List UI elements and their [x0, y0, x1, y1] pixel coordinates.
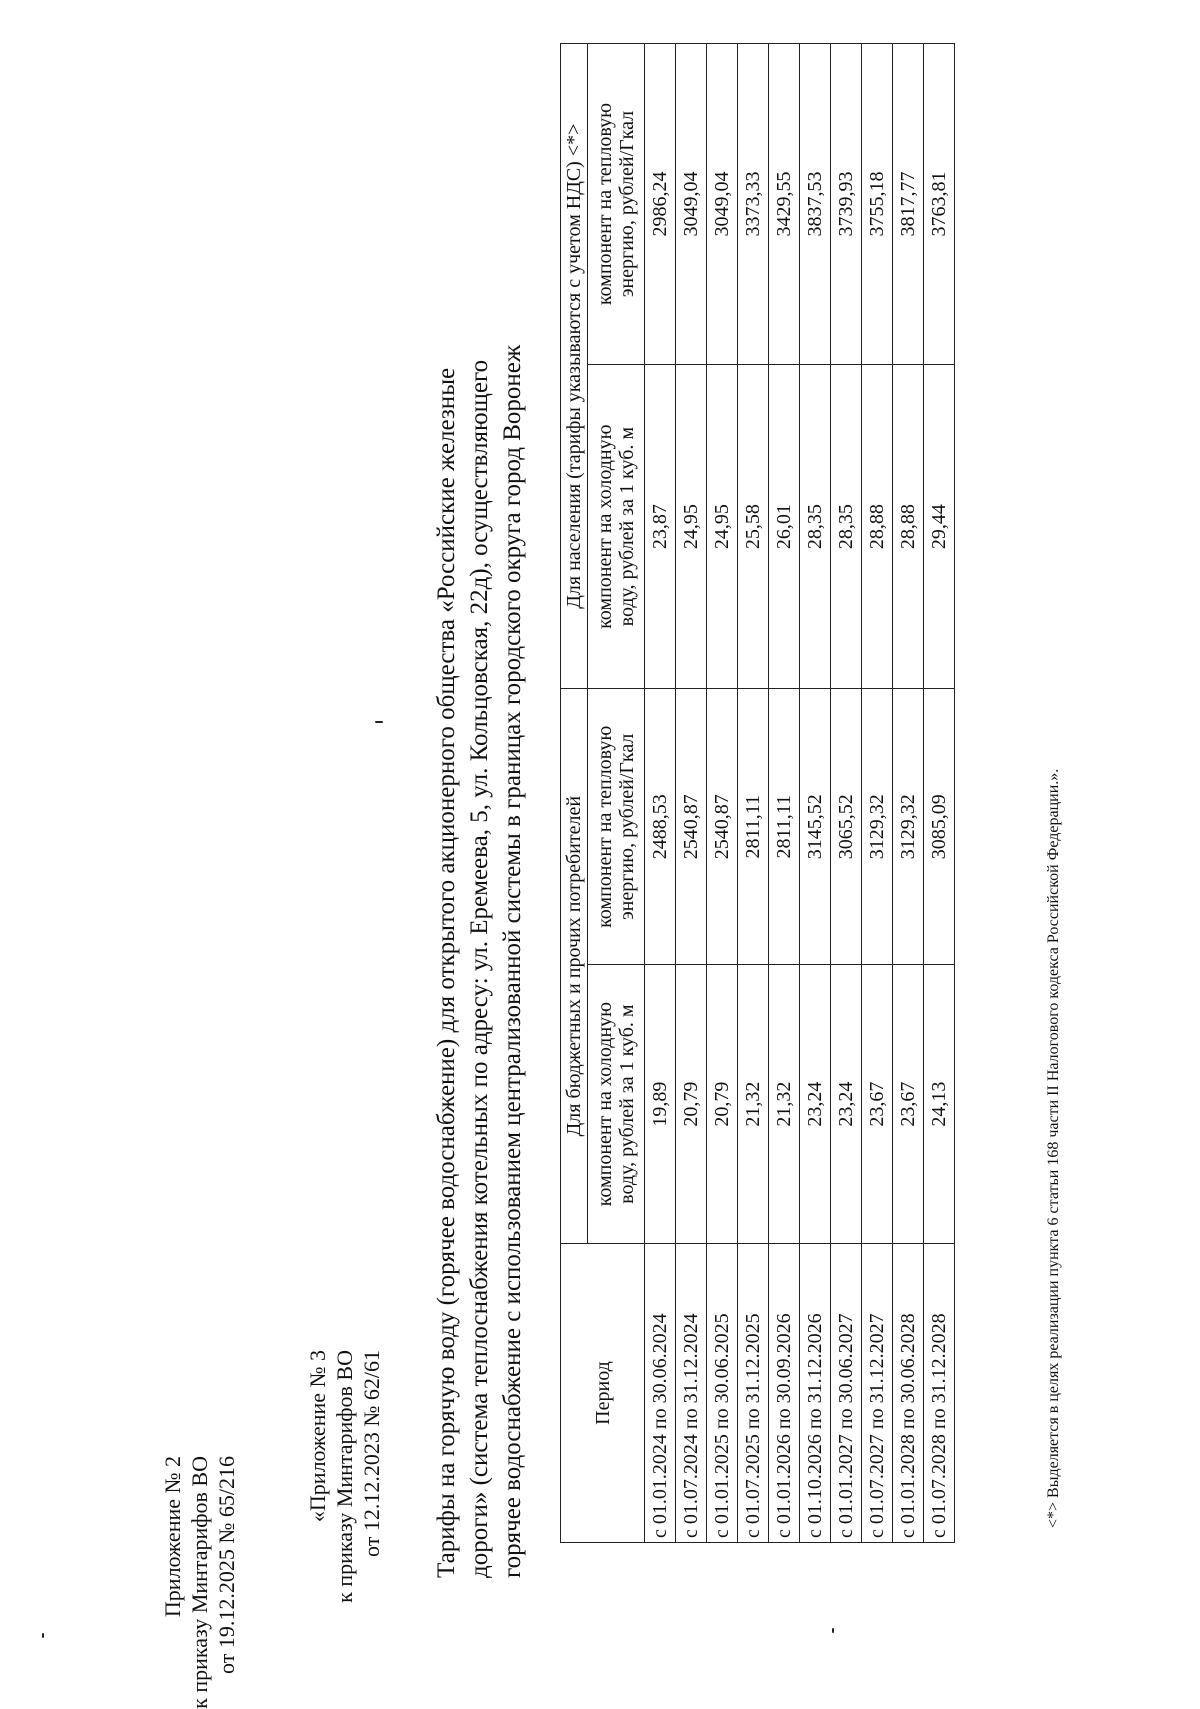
- population-heat-energy-cell: 2986,24: [645, 44, 676, 365]
- appendix-header-previous: [304, 1350, 385, 1603]
- budget-heat-energy-cell: 3129,32: [893, 689, 924, 965]
- budget-cold-water-cell: 23,24: [831, 965, 862, 1244]
- period-cell: с 01.01.2025 по 30.06.2025: [707, 1244, 738, 1543]
- footnote: <*> Выделяется в целях реализации пункта 6 статьи 168 части II Налогового кодекса Российской Федерации.».: [1045, 768, 1062, 1528]
- table-row: [862, 44, 893, 1543]
- population-cold-water-cell: 26,01: [769, 365, 800, 689]
- budget-cold-water-cell: 20,79: [707, 965, 738, 1244]
- population-cold-water-cell: 23,87: [645, 365, 676, 689]
- appendix-header-current: [159, 1456, 240, 1709]
- header-line: компонент на холодную: [594, 1001, 616, 1207]
- scan-speck: [42, 1633, 44, 1638]
- period-cell: с 01.01.2027 по 30.06.2027: [831, 1244, 862, 1543]
- population-heat-energy-cell: 3837,53: [800, 44, 831, 365]
- title-line: дороги» (система теплоснабжения котельных по адресу: ул. Еремеева, 5, ул. Кольцовская, 22д), осуществляющего: [466, 359, 493, 1578]
- appendix-order-date: от 19.12.2025 № 65/216: [214, 1456, 239, 1674]
- appendix-order-date: от 12.12.2023 № 62/61: [359, 1350, 384, 1557]
- budget-cold-water-header: [588, 965, 645, 1244]
- period-cell: с 01.01.2024 по 30.06.2024: [645, 1244, 676, 1543]
- title-line: горячее водоснабжение с использованием централизованной системы в границах городского округа город Воронеж: [499, 344, 526, 1578]
- budget-cold-water-cell: 23,67: [893, 965, 924, 1244]
- population-heat-energy-cell: 3049,04: [676, 44, 707, 365]
- appendix-number: Приложение № 2: [160, 1456, 185, 1618]
- population-heat-energy-cell: 3049,04: [707, 44, 738, 365]
- appendix-order-ref: к приказу Минтарифов ВО: [187, 1456, 212, 1709]
- table-row: [924, 44, 955, 1543]
- budget-group-header: Для бюджетных и прочих потребителей: [561, 689, 588, 1244]
- period-cell: с 01.07.2028 по 31.12.2028: [924, 1244, 955, 1543]
- budget-cold-water-cell: 21,32: [738, 965, 769, 1244]
- budget-cold-water-cell: 19,89: [645, 965, 676, 1244]
- title-line: Тарифы на горячую воду (горячее водоснабжение) для открытого акционерного общества «Российские железные: [433, 367, 460, 1578]
- header-line: воду, рублей за 1 куб. м: [616, 426, 638, 627]
- budget-heat-energy-cell: 3145,52: [800, 689, 831, 965]
- period-cell: с 01.07.2025 по 31.12.2025: [738, 1244, 769, 1543]
- budget-cold-water-cell: 20,79: [676, 965, 707, 1244]
- population-heat-energy-cell: 3763,81: [924, 44, 955, 365]
- period-cell: с 01.01.2028 по 30.06.2028: [893, 1244, 924, 1543]
- table-row: [893, 44, 924, 1543]
- population-heat-energy-cell: 3429,55: [769, 44, 800, 365]
- population-heat-energy-cell: 3817,77: [893, 44, 924, 365]
- budget-heat-energy-cell: 2540,87: [707, 689, 738, 965]
- table-row: [800, 44, 831, 1543]
- period-cell: с 01.10.2026 по 31.12.2026: [800, 1244, 831, 1543]
- header-line: компонент на тепловую: [594, 725, 616, 928]
- header-line: энергию, рублей/Гкал: [616, 733, 638, 920]
- population-heat-energy-cell: 3739,93: [831, 44, 862, 365]
- budget-cold-water-cell: 23,24: [800, 965, 831, 1244]
- period-cell: с 01.01.2026 по 30.09.2026: [769, 1244, 800, 1543]
- table-row: [676, 44, 707, 1543]
- budget-heat-energy-header: [588, 689, 645, 965]
- budget-heat-energy-cell: 2540,87: [676, 689, 707, 965]
- budget-heat-energy-cell: 3065,52: [831, 689, 862, 965]
- budget-heat-energy-cell: 2811,11: [769, 689, 800, 965]
- header-line: воду, рублей за 1 куб. м: [616, 1004, 638, 1204]
- budget-heat-energy-cell: 2811,11: [738, 689, 769, 965]
- population-cold-water-cell: 28,88: [893, 365, 924, 689]
- header-line: компонент на холодную: [594, 424, 616, 629]
- table-row: [769, 44, 800, 1543]
- budget-cold-water-cell: 21,32: [769, 965, 800, 1244]
- population-heat-energy-cell: 3755,18: [862, 44, 893, 365]
- scan-speck: [375, 721, 383, 723]
- table-row: [831, 44, 862, 1543]
- header-line: энергию, рублей/Гкал: [616, 110, 638, 298]
- budget-heat-energy-cell: 3085,09: [924, 689, 955, 965]
- population-cold-water-cell: 28,35: [800, 365, 831, 689]
- budget-cold-water-cell: 24,13: [924, 965, 955, 1244]
- period-cell: с 01.07.2024 по 31.12.2024: [676, 1244, 707, 1543]
- population-cold-water-cell: 28,35: [831, 365, 862, 689]
- appendix-number: «Приложение № 3: [305, 1350, 330, 1523]
- population-cold-water-cell: 29,44: [924, 365, 955, 689]
- period-cell: с 01.07.2027 по 31.12.2027: [862, 1244, 893, 1543]
- budget-heat-energy-cell: 2488,53: [645, 689, 676, 965]
- document-title: [430, 288, 529, 1578]
- population-cold-water-cell: 24,95: [676, 365, 707, 689]
- header-line: компонент на тепловую: [594, 102, 616, 306]
- table-row: [645, 44, 676, 1543]
- population-heat-energy-cell: 3373,33: [738, 44, 769, 365]
- population-cold-water-cell: 24,95: [707, 365, 738, 689]
- appendix-order-ref: к приказу Минтарифов ВО: [332, 1350, 357, 1603]
- population-cold-water-header: [588, 365, 645, 689]
- population-cold-water-cell: 28,88: [862, 365, 893, 689]
- population-group-header: Для населения (тарифы указываются с учетом НДС) <*>: [561, 44, 588, 689]
- table-row: [707, 44, 738, 1543]
- period-header: Период: [561, 1244, 645, 1543]
- table-row: [738, 44, 769, 1543]
- budget-cold-water-cell: 23,67: [862, 965, 893, 1244]
- population-cold-water-cell: 25,58: [738, 365, 769, 689]
- tariff-table: [560, 43, 955, 1543]
- population-heat-energy-header: [588, 44, 645, 365]
- scan-speck: [832, 1628, 834, 1633]
- budget-heat-energy-cell: 3129,32: [862, 689, 893, 965]
